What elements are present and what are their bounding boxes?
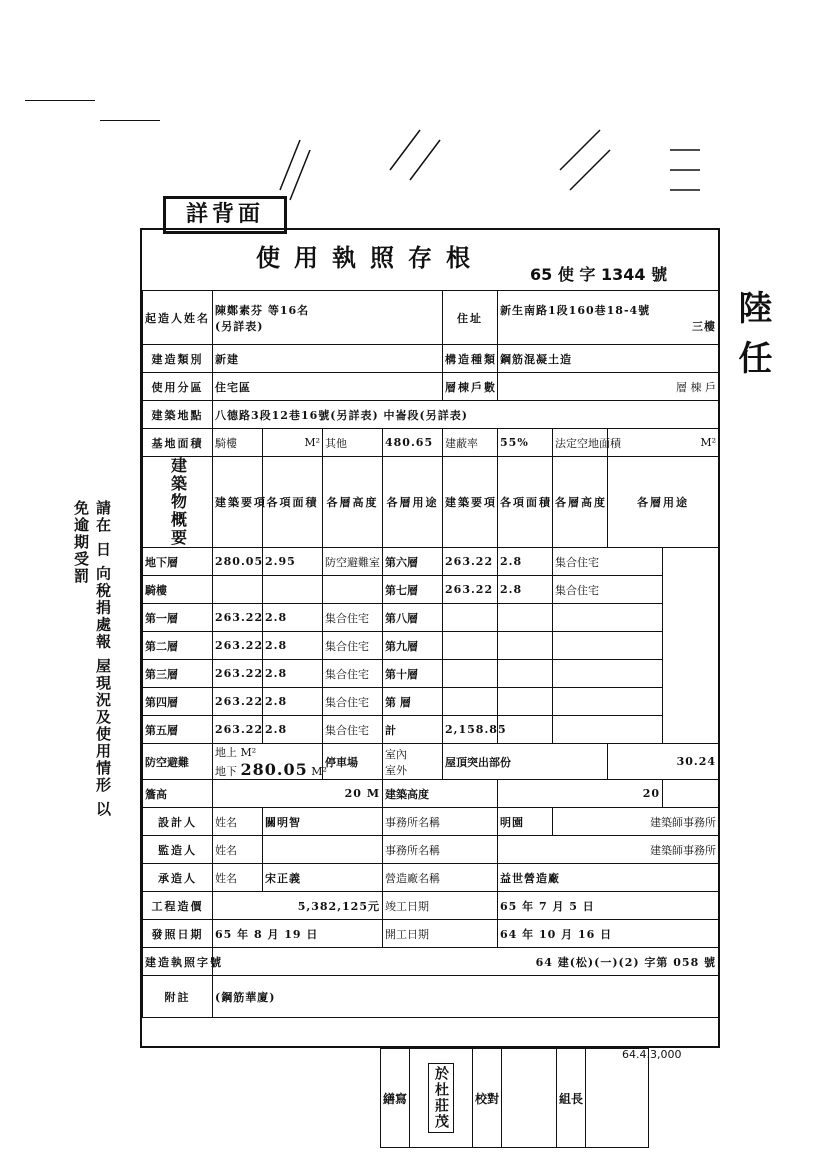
right-name-cell: 第十層 (383, 660, 443, 688)
left-area-cell: 280.05 (213, 548, 263, 576)
zone-label: 使用分區 (143, 373, 213, 401)
builder-label: 起造人姓名 (143, 291, 213, 345)
hdr-right-3: 各層用途 (608, 457, 719, 548)
eaves-value: 20 M (213, 780, 383, 808)
factory-value: 益世營造廠 (498, 864, 719, 892)
main-grid (142, 290, 719, 1018)
finish-label: 竣工日期 (383, 892, 498, 920)
zone-value: 住宅區 (213, 373, 443, 401)
left-use-cell: 防空避難室 (323, 548, 383, 576)
left-name-cell: 第四層 (143, 688, 213, 716)
right-use-cell (553, 632, 663, 660)
left-use-cell: 集合住宅 (323, 604, 383, 632)
right-area-cell (443, 632, 498, 660)
sign-stamp: 於杜莊茂 (410, 1049, 473, 1148)
supervisor-suffix: 建築師事務所 (498, 836, 719, 864)
right-area-cell: 2,158.85 (443, 716, 498, 744)
left-height-cell: 2.8 (263, 632, 323, 660)
sign-label-1: 校對 (473, 1049, 502, 1148)
right-area-cell (443, 604, 498, 632)
designer-value: 關明智 (263, 808, 383, 836)
right-area-cell (443, 660, 498, 688)
issue-value: 65 年 8 月 19 日 (213, 920, 383, 948)
building-height-label: 建築高度 (383, 780, 498, 808)
right-use-cell (553, 688, 663, 716)
office-suffix: 建築師事務所 (553, 808, 719, 836)
permit-value: 64 建(松)(一)(2) 字第 058 號 (213, 948, 719, 976)
left-height-cell: 2.8 (263, 716, 323, 744)
left-height-cell: 2.8 (263, 660, 323, 688)
left-name-cell: 地下層 (143, 548, 213, 576)
right-height-cell (498, 632, 553, 660)
hdr-left-2: 各層高度 (323, 457, 383, 548)
designer-name-label: 姓名 (213, 808, 263, 836)
right-area-cell (443, 688, 498, 716)
right-name-cell: 第 層 (383, 688, 443, 716)
left-height-cell: 2.8 (263, 604, 323, 632)
right-height-cell (498, 604, 553, 632)
right-area-cell: 263.22 (443, 576, 498, 604)
hdr-right-0: 建築要項 (443, 457, 498, 548)
building-height-value: 20 (498, 780, 663, 808)
side-label (143, 457, 213, 548)
top-line-right (100, 120, 160, 121)
left-margin-note: 請在 日 向稅捐處報 屋現況及使用情形 以免逾期受罰 (72, 500, 112, 818)
structure-label: 構造種類 (443, 345, 498, 373)
left-area-cell (213, 576, 263, 604)
roof-value: 30.24 (608, 744, 719, 780)
right-edge-marks: 陸 任 (732, 290, 772, 376)
office-label: 事務所名稱 (383, 808, 498, 836)
permit-label: 建造執照字號 (143, 948, 213, 976)
left-area-cell: 263.22 (213, 604, 263, 632)
address-value: 新生南路1段160巷18-4號 三樓 (498, 291, 719, 345)
right-area-cell: 263.22 (443, 548, 498, 576)
left-name-cell: 第二層 (143, 632, 213, 660)
shelter-values: 地上 M² 地下 280.05 M² (213, 744, 323, 780)
hdr-right-2: 各層高度 (553, 457, 608, 548)
right-use-cell: 集合住宅 (553, 548, 663, 576)
sign-label-0: 繕寫 (381, 1049, 410, 1148)
left-use-cell: 集合住宅 (323, 688, 383, 716)
hdr-left-0: 建築要項 (213, 457, 263, 548)
left-height-cell: 2.95 (263, 548, 323, 576)
hdr-right-1: 各項面積 (498, 457, 553, 548)
issue-label: 發照日期 (143, 920, 213, 948)
legal-label: 法定空地面積 (553, 429, 608, 457)
top-line (25, 100, 95, 101)
right-name-cell: 第九層 (383, 632, 443, 660)
designer-label: 設計人 (143, 808, 213, 836)
start-label: 開工日期 (383, 920, 498, 948)
left-use-cell: 集合住宅 (323, 716, 383, 744)
contractor-name-label: 姓名 (213, 864, 263, 892)
right-use-cell: 集合住宅 (553, 576, 663, 604)
contractor-label: 承造人 (143, 864, 213, 892)
finish-value: 65 年 7 月 5 日 (498, 892, 719, 920)
supervisor-office-label: 事務所名稱 (383, 836, 498, 864)
left-use-cell (323, 576, 383, 604)
right-use-cell (553, 660, 663, 688)
right-name-cell: 第八層 (383, 604, 443, 632)
parking-label: 停車場 (323, 744, 383, 780)
left-use-cell: 集合住宅 (323, 632, 383, 660)
left-area-cell: 263.22 (213, 632, 263, 660)
right-use-cell (553, 604, 663, 632)
footer-code: 64.4.3,000 (622, 1048, 682, 1061)
address-label: 住址 (443, 291, 498, 345)
left-area-cell: 263.22 (213, 716, 263, 744)
structure-value: 鋼筋混凝土造 (498, 345, 719, 373)
note-label: 附註 (143, 976, 213, 1018)
right-name-cell: 第七層 (383, 576, 443, 604)
arcade-label: 騎樓 (213, 429, 263, 457)
right-height-cell (498, 660, 553, 688)
form-title: 使用執照存根 (256, 243, 484, 272)
sign-box (380, 1048, 649, 1148)
floor-rows (143, 548, 719, 744)
left-name-cell: 第五層 (143, 716, 213, 744)
left-area-cell: 263.22 (213, 660, 263, 688)
right-name-cell: 計 (383, 716, 443, 744)
type-value: 新建 (213, 345, 443, 373)
right-height-cell (498, 688, 553, 716)
other-label: 其他 (323, 429, 383, 457)
roof-label: 屋頂突出部份 (443, 744, 608, 780)
supervisor-value (263, 836, 383, 864)
right-height-cell: 2.8 (498, 548, 553, 576)
type-label: 建造類別 (143, 345, 213, 373)
area-label: 基地面積 (143, 429, 213, 457)
sign-chief (586, 1049, 649, 1148)
left-name-cell: 第一層 (143, 604, 213, 632)
site-value: 八德路3段12巷16號(另詳表) 中崙段(另詳表) (213, 401, 719, 429)
factory-label: 營造廠名稱 (383, 864, 498, 892)
left-name-cell: 第三層 (143, 660, 213, 688)
left-name-cell: 騎樓 (143, 576, 213, 604)
supervisor-name-label: 姓名 (213, 836, 263, 864)
builder-value: 陳鄭素芬 等16名 (另詳表) (213, 291, 443, 345)
supervisor-label: 監造人 (143, 836, 213, 864)
legal-unit: M² (608, 429, 719, 457)
back-side-tag: 詳背面 (163, 196, 287, 234)
cost-label: 工程造價 (143, 892, 213, 920)
other-value: 480.65 (383, 429, 443, 457)
coverage-label: 建蔽率 (443, 429, 498, 457)
right-name-cell: 第六層 (383, 548, 443, 576)
parking-values: 室內 室外 (383, 744, 443, 780)
hdr-left-3: 各層用途 (383, 457, 443, 548)
cost-value: 5,382,125元 (213, 892, 383, 920)
sign-label-2: 組長 (557, 1049, 586, 1148)
sign-check (502, 1049, 557, 1148)
side-label-text: 建築物概要 (168, 457, 188, 547)
arcade-unit: M² (263, 429, 323, 457)
top-stamp-marks (260, 110, 720, 220)
shelter-label: 防空避難 (143, 744, 213, 780)
left-height-cell (263, 576, 323, 604)
left-height-cell: 2.8 (263, 688, 323, 716)
floors-label: 層棟戶數 (443, 373, 498, 401)
floors-value: 層 棟 戶 (498, 373, 719, 401)
right-height-cell: 2.8 (498, 576, 553, 604)
permit-number: 65 使 字 1344 號 (530, 265, 668, 284)
left-use-cell: 集合住宅 (323, 660, 383, 688)
right-use-cell (553, 716, 663, 744)
start-value: 64 年 10 月 16 日 (498, 920, 719, 948)
coverage-value: 55% (498, 429, 553, 457)
left-area-cell: 263.22 (213, 688, 263, 716)
site-label: 建築地點 (143, 401, 213, 429)
contractor-value: 宋正義 (263, 864, 383, 892)
hdr-left-1: 各項面積 (263, 457, 323, 548)
office-value: 明園 (498, 808, 553, 836)
eaves-label: 簷高 (143, 780, 213, 808)
note-value: (鋼筋華廈) (213, 976, 719, 1018)
